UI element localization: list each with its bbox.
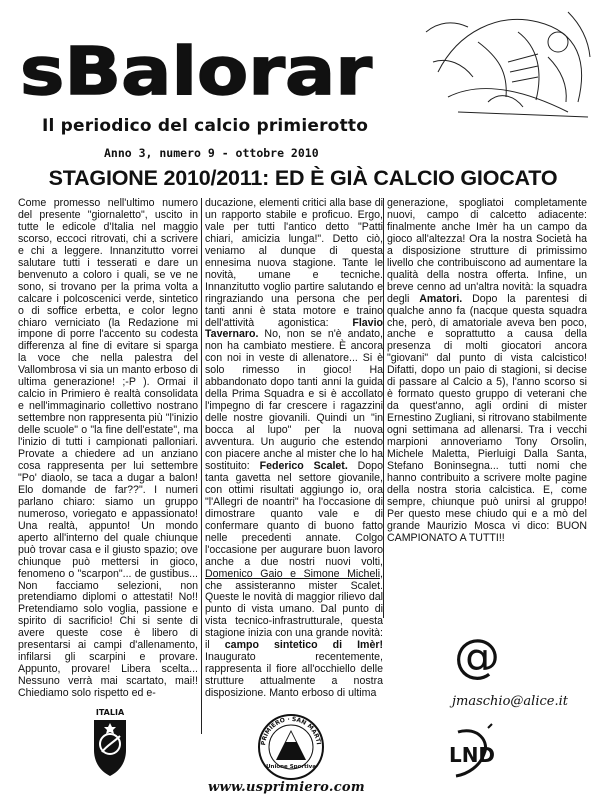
title-text: sBalorar xyxy=(20,40,373,102)
title-logo xyxy=(18,40,378,102)
article-body xyxy=(18,197,588,700)
name-flavio: Flavio Tavernaro. xyxy=(205,316,383,341)
italia-logo-text: ITALIA xyxy=(95,708,125,717)
column-2-text-c: Dopo tanta gavetta nel settore giovanile, con ottimi risultati aggiungo io, ora "l'Allegri de noantri" ha l'occasione di dimostrare quanto vale e di confermare quanto di buono fatto nelle precedenti annate. Colgo l'occasione per augurare buon lavoro anche a due nostri nuovi volti, xyxy=(205,459,383,568)
column-1-text: Come promesso nell'ultimo numero del presente "giornaletto", uscito in tutte le edicole d'Italia nel maggio scorso, eccoci ritrovati, chi a scrivere e chi a leggere. Innanzitutto vorrei salutare tutti i tesserati e dare un benvenuto a coloro i quali, se ve ne sono, si trovano per la prima volta a calcare i polcoscenici verde, sintetico o di soffice erbetta, e color legno chiaro verniciato (la Redazione mi impone di porre l'accento su codesta differenza al fine di evitare si sparga la voce che nella palestra del Vallombrosa vi sia un manto erboso di ultima generazione! ;-P ). Ormai il calcio in Primiero è realtà consolidata e nell'immaginario collettivo nostrano settembre non rappresenta più "l'inizio delle scuole" o "la fine dell'estate", ma l'inizio di tutti i campionati palloniari. Provate a chiedere ad un anziano cosa rappresenta per lui settembre "Po' diaolo, se taca a dugar a balon! Elo domande de far??". I numeri parlano chiaro: siamo un gruppo numeroso, voriegato e appassionato! Una realtà, appunto! Un mondo aperto all'interno del quale chiunque può trovar casa e il giusto spazio; ove chiunque può mettersi in gioco, fenomeno o "scarpon"... de gustibus... Non facciamo selezioni, non pretendiamo diplomi o attestati! No!! Pretendiamo solo voglia, passione e spirito di sacrificio! Chi si sente di avere queste cose è libero di presentarsi ai campi d'allenamento, infilarsi gli scarpini e provare. Appunto, provare! Libera scelta... Nessuno verrà mai scartato, mai!! Chiediamo solo rispetto ed e- xyxy=(18,197,198,700)
us-logo-inner-text: Unione Sportiva xyxy=(266,764,316,770)
newspaper-subtitle: Il periodico del calcio primierotto xyxy=(42,116,369,136)
article-column-2 xyxy=(201,198,383,734)
column-2-text-d: che assisteranno mister Scalet. Queste le novità di maggior rilievo dal punto di vista umano. Dal punto di vista tecnico-infrastrutturale, questa stagione inizia con una grande novità: il xyxy=(205,579,383,652)
column-3-text-b: Dopo la parentesi di qualche anno fa (nacque questa squadra che, però, di amatoriale aveva ben poco, anche e soprattutto a causa della presenza di molti giocatori ancora "giovani" dal punto di vista calcistico! Difatti, dopo un paio di stagioni, si decise di passare al Calcio a 5), l'anno scorso si è formato questo gruppo di veterani che da quest'anno, agli ordini di mister Ernestino Zugliani, si ritrovano stabilmente ogni settimana ad allenarsi. Tra i vecchi marpioni annoveriamo Tony Orsolin, Michele Maletta, Pierluigi Dalla Santa, Stefano Boninsegna... tutti nomi che hanno contribuito a scrivere molte pagine della nostra storia calcistica. E, come sempre, chiunque può unirsi al gruppo! Per questo mese chiudo qui e a mò del grande Maurizio Mosca vi dico: BUON CAMPIONATO A TUTTI!! xyxy=(387,292,588,544)
newspaper-title xyxy=(18,40,378,102)
names-new-staff: Domenico Gaio e Simone Micheli, xyxy=(205,567,383,580)
us-logo-ring-text: PRIMIERO · SAN MARTI xyxy=(260,715,322,746)
us-primiero-logo xyxy=(256,712,326,782)
lnd-logo-text: LND xyxy=(448,743,496,767)
column-2-text xyxy=(205,198,383,700)
website-url[interactable]: www.usprimiero.com xyxy=(208,780,365,795)
issue-info: Anno 3, numero 9 - ottobre 2010 xyxy=(104,146,319,160)
name-federico: Federico Scalet. xyxy=(259,459,348,472)
amatori-bold: Amatori. xyxy=(419,292,463,305)
column-3-text-a: generazione, spogliatoi completamente nuovi, campo di calcetto adiacente: finalmente anche Imèr ha un campo da gioco all'altezza! Ora la nostra Società ha a disposizione strutture di primissimo livello che contribuiscono ad aumentare la qualità della nostra offerta. Infine, un breve cenno ad un'altra novità: la squadra degli xyxy=(387,197,587,305)
contact-email[interactable]: jmaschio@alice.it xyxy=(452,694,568,709)
column-3-text xyxy=(387,198,587,545)
article-headline: STAGIONE 2010/2011: ED È GIÀ CALCIO GIOCATO xyxy=(48,166,558,190)
column-2-text-a: ducazione, elementi critici alla base di un rapporto stabile e proficuo. Ergo, vale per tutti l'antico detto "Patti chiari, amicizia lunga!". Detto ciò, veniamo al dunque di questa ennesima nuova stagione. Tante le novità, umane e tecniche. Innanzitutto voglio partire salutando e ringraziando una persona che per tanti anni è stata motore e traino dell'attività agonistica: xyxy=(205,197,383,329)
italia-shield-logo xyxy=(88,706,132,780)
lnd-logo xyxy=(448,722,496,784)
at-sign-icon xyxy=(452,632,502,682)
article-column-3 xyxy=(383,198,587,618)
article-column-1 xyxy=(18,198,198,700)
campo-sintetico: campo sintetico di Imèr! xyxy=(224,639,383,652)
column-2-text-b: No, non se n'è andato, non ha cambiato mestiere. È ancora con noi in veste di allenatore... Si è solo rimesso in gioco! Ha abbandonato dopo tanti anni la guida della Prima Squadra e si è accollato l'impegno di far crescere i ragazzini delle nostre giovanili. Quindi un "in bocca al lupo" per la nuova avventura. Un augurio che estendo con piacere anche al mister che lo ha sostituito: xyxy=(205,328,383,472)
masthead-sketch-illustration xyxy=(418,2,596,124)
at-symbol-text: @ xyxy=(454,632,500,682)
column-2-text-e: Inaugurato recentemente, rappresenta il fiore all'occhiello delle strutture attualmente a nostra disposizione. Manto erboso di ultima xyxy=(205,651,383,700)
